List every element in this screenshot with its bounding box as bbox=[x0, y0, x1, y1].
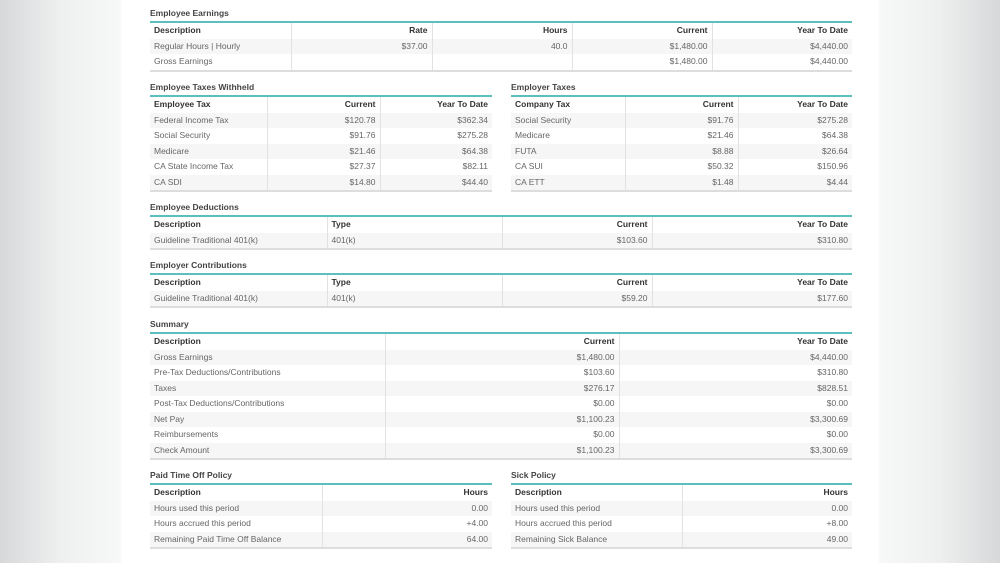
table-cell: Gross Earnings bbox=[154, 56, 213, 67]
section-title: Employer Contributions bbox=[150, 260, 247, 270]
table-row bbox=[150, 396, 852, 412]
table-cell bbox=[432, 54, 572, 71]
paid-time-off-policy-table bbox=[150, 483, 492, 549]
table-row bbox=[511, 532, 852, 549]
table-cell: 40.0 bbox=[432, 39, 572, 55]
section-sick-policy bbox=[511, 469, 852, 549]
column-header: Hours bbox=[322, 484, 492, 501]
table-cell: Hours used this period bbox=[154, 502, 240, 513]
table-cell: Remaining Paid Time Off Balance bbox=[154, 533, 282, 544]
table-cell: $828.51 bbox=[619, 381, 852, 397]
section-title: Employee Earnings bbox=[150, 8, 229, 18]
table-row bbox=[150, 233, 852, 250]
table-cell: $0.00 bbox=[619, 396, 852, 412]
table-cell: Hours accrued this period bbox=[515, 518, 612, 529]
table-cell: $150.96 bbox=[738, 159, 852, 175]
column-header: Hours bbox=[432, 22, 572, 39]
table-cell: CA SDI bbox=[154, 176, 182, 187]
table-cell: CA SUI bbox=[515, 161, 543, 172]
table-cell: +8.00 bbox=[682, 516, 852, 532]
table-cell: $44.40 bbox=[380, 175, 492, 192]
table-cell: $64.38 bbox=[738, 128, 852, 144]
table-row bbox=[150, 39, 852, 55]
table-cell: Pre-Tax Deductions/Contributions bbox=[154, 367, 281, 378]
table-cell: Medicare bbox=[515, 130, 550, 141]
table-cell: $275.28 bbox=[380, 128, 492, 144]
column-header: Type bbox=[327, 216, 502, 233]
table-cell: $1.48 bbox=[625, 175, 738, 192]
table-cell: $26.64 bbox=[738, 144, 852, 160]
section-employer-taxes bbox=[511, 81, 852, 192]
column-header: Year To Date bbox=[652, 274, 852, 291]
table-cell: Hours used this period bbox=[515, 502, 601, 513]
table-row bbox=[150, 365, 852, 381]
table-cell: Gross Earnings bbox=[154, 351, 213, 362]
table-cell: $4,440.00 bbox=[712, 39, 852, 55]
table-cell: $37.00 bbox=[291, 39, 432, 55]
table-cell: $64.38 bbox=[380, 144, 492, 160]
table-cell: $1,100.23 bbox=[385, 443, 619, 460]
table-cell: $21.46 bbox=[267, 144, 380, 160]
table-cell: $4,440.00 bbox=[619, 350, 852, 366]
table-cell: $91.76 bbox=[625, 113, 738, 129]
table-row bbox=[150, 113, 492, 129]
section-title: Employee Taxes Withheld bbox=[150, 82, 255, 92]
table-cell: Remaining Sick Balance bbox=[515, 533, 608, 544]
table-row bbox=[150, 144, 492, 160]
section-title: Paid Time Off Policy bbox=[150, 470, 233, 480]
section-employee-deductions bbox=[150, 201, 852, 250]
column-header: Current bbox=[572, 22, 712, 39]
employer-contributions-table bbox=[150, 273, 852, 308]
table-cell: $8.88 bbox=[625, 144, 738, 160]
table-row bbox=[150, 291, 852, 308]
table-row bbox=[511, 144, 852, 160]
table-cell: FUTA bbox=[515, 145, 537, 156]
column-header: Type bbox=[327, 274, 502, 291]
column-header: Current bbox=[385, 333, 619, 350]
table-cell: CA ETT bbox=[515, 176, 545, 187]
table-header-row bbox=[511, 484, 852, 501]
column-header: Year To Date bbox=[738, 96, 852, 113]
table-cell: $1,480.00 bbox=[572, 54, 712, 71]
table-cell: $103.60 bbox=[385, 365, 619, 381]
table-cell: $310.80 bbox=[619, 365, 852, 381]
table-cell: 64.00 bbox=[322, 532, 492, 549]
table-cell: $362.34 bbox=[380, 113, 492, 129]
section-paid-time-off-policy bbox=[150, 469, 492, 549]
table-cell: $276.17 bbox=[385, 381, 619, 397]
table-row bbox=[150, 54, 852, 71]
table-row bbox=[150, 443, 852, 460]
column-header: Year To Date bbox=[712, 22, 852, 39]
table-header-row bbox=[150, 333, 852, 350]
employer-taxes-table bbox=[511, 95, 852, 192]
table-header-row bbox=[150, 274, 852, 291]
table-row bbox=[511, 175, 852, 192]
column-header: Year To Date bbox=[619, 333, 852, 350]
column-header: Hours bbox=[682, 484, 852, 501]
table-cell: $14.80 bbox=[267, 175, 380, 192]
column-header: Description bbox=[154, 487, 201, 498]
table-cell: $275.28 bbox=[738, 113, 852, 129]
table-cell: $91.76 bbox=[267, 128, 380, 144]
table-cell: $4.44 bbox=[738, 175, 852, 192]
table-cell: $177.60 bbox=[652, 291, 852, 308]
table-cell: 401(k) bbox=[327, 291, 502, 308]
table-cell: $3,300.69 bbox=[619, 443, 852, 460]
column-header: Current bbox=[502, 216, 652, 233]
section-employer-contributions bbox=[150, 259, 852, 308]
table-cell: Taxes bbox=[154, 382, 177, 393]
table-cell: Medicare bbox=[154, 145, 189, 156]
table-row bbox=[511, 159, 852, 175]
table-cell: 0.00 bbox=[322, 501, 492, 517]
column-header: Current bbox=[625, 96, 738, 113]
table-row bbox=[150, 501, 492, 517]
table-header-row bbox=[150, 484, 492, 501]
table-cell: Federal Income Tax bbox=[154, 114, 229, 125]
section-title: Employer Taxes bbox=[511, 82, 576, 92]
table-row bbox=[150, 175, 492, 192]
table-header-row bbox=[150, 96, 492, 113]
table-cell: $59.20 bbox=[502, 291, 652, 308]
table-cell: $4,440.00 bbox=[712, 54, 852, 71]
column-header: Year To Date bbox=[380, 96, 492, 113]
table-cell: +4.00 bbox=[322, 516, 492, 532]
section-title: Sick Policy bbox=[511, 470, 556, 480]
table-cell: Reimbursements bbox=[154, 429, 219, 440]
table-cell: Post-Tax Deductions/Contributions bbox=[154, 398, 285, 409]
column-header: Current bbox=[502, 274, 652, 291]
table-cell: $120.78 bbox=[267, 113, 380, 129]
employee-earnings-table bbox=[150, 21, 852, 72]
column-header: Description bbox=[154, 277, 201, 288]
table-cell: $310.80 bbox=[652, 233, 852, 250]
column-header: Year To Date bbox=[652, 216, 852, 233]
table-row bbox=[150, 516, 492, 532]
table-cell: $21.46 bbox=[625, 128, 738, 144]
summary-table bbox=[150, 332, 852, 460]
table-cell: $82.11 bbox=[380, 159, 492, 175]
table-row bbox=[511, 128, 852, 144]
table-header-row bbox=[150, 216, 852, 233]
table-cell: $0.00 bbox=[385, 396, 619, 412]
column-header: Current bbox=[267, 96, 380, 113]
column-header: Description bbox=[515, 487, 562, 498]
table-cell: $103.60 bbox=[502, 233, 652, 250]
table-row bbox=[150, 412, 852, 428]
column-header: Employee Tax bbox=[154, 99, 211, 110]
section-title: Employee Deductions bbox=[150, 202, 239, 212]
table-cell: Guideline Traditional 401(k) bbox=[154, 292, 258, 303]
table-cell: Regular Hours | Hourly bbox=[154, 40, 241, 51]
employee-deductions-table bbox=[150, 215, 852, 250]
table-cell bbox=[291, 54, 432, 71]
table-row bbox=[150, 350, 852, 366]
table-cell: Check Amount bbox=[154, 444, 210, 455]
table-cell: CA State Income Tax bbox=[154, 161, 234, 172]
table-cell: $1,480.00 bbox=[385, 350, 619, 366]
section-summary bbox=[150, 318, 852, 460]
table-row bbox=[150, 532, 492, 549]
employee-taxes-withheld-table bbox=[150, 95, 492, 192]
table-header-row bbox=[511, 96, 852, 113]
column-header: Company Tax bbox=[515, 99, 571, 110]
sick-policy-table bbox=[511, 483, 852, 549]
table-row bbox=[511, 113, 852, 129]
column-header: Description bbox=[154, 25, 201, 36]
table-row bbox=[150, 427, 852, 443]
table-cell: $50.32 bbox=[625, 159, 738, 175]
table-cell: 49.00 bbox=[682, 532, 852, 549]
table-cell: 401(k) bbox=[327, 233, 502, 250]
pay-stub-page bbox=[122, 0, 878, 563]
table-row bbox=[150, 381, 852, 397]
table-cell: Social Security bbox=[154, 130, 211, 141]
table-cell: $3,300.69 bbox=[619, 412, 852, 428]
table-cell: Hours accrued this period bbox=[154, 518, 251, 529]
table-cell: Guideline Traditional 401(k) bbox=[154, 234, 258, 245]
table-cell: $0.00 bbox=[619, 427, 852, 443]
table-row bbox=[150, 159, 492, 175]
table-cell: $1,100.23 bbox=[385, 412, 619, 428]
column-header: Description bbox=[154, 336, 201, 347]
table-row bbox=[511, 516, 852, 532]
table-header-row bbox=[150, 22, 852, 39]
column-header: Rate bbox=[291, 22, 432, 39]
table-cell: $0.00 bbox=[385, 427, 619, 443]
table-cell: Net Pay bbox=[154, 413, 185, 424]
section-title: Summary bbox=[150, 319, 189, 329]
table-cell: $27.37 bbox=[267, 159, 380, 175]
section-employee-earnings bbox=[150, 7, 852, 72]
section-employee-taxes-withheld bbox=[150, 81, 492, 192]
column-header: Description bbox=[154, 219, 201, 230]
table-row bbox=[511, 501, 852, 517]
table-cell: Social Security bbox=[515, 114, 572, 125]
table-row bbox=[150, 128, 492, 144]
table-cell: $1,480.00 bbox=[572, 39, 712, 55]
table-cell: 0.00 bbox=[682, 501, 852, 517]
